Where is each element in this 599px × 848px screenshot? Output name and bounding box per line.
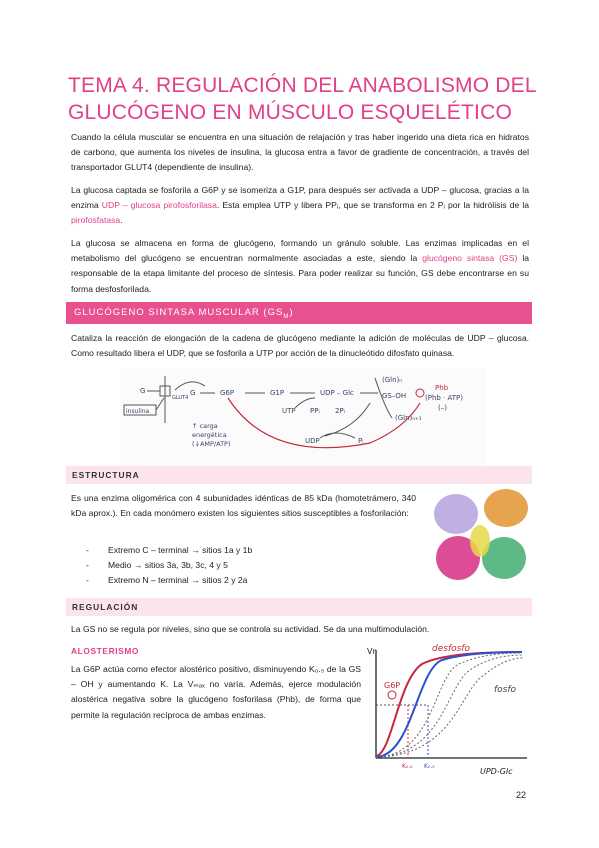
estructura-text: Es una enzima oligomérica con 4 subunidades idénticas de 85 kDa (homotetrámero, 340 kDa aprox.). En cada monómero existen los siguientes sitios susceptibles a fosforilación: <box>71 493 416 519</box>
alosterismo-heading: ALOSTERISMO <box>71 646 140 656</box>
diagram-background <box>120 368 485 468</box>
diagram-carga-2: energética <box>192 431 227 439</box>
diagram-udp-glc: UDP – Glc <box>320 389 354 397</box>
text-run: la responsable de la etapa limitante del proceso de síntesis. Para poder realizar su función, GS debe encontrarse en su forma desfosforilada. <box>71 253 530 294</box>
heading-subscript: M <box>283 313 290 320</box>
page-title: TEMA 4. REGULACIÓN DEL ANABOLISMO DEL GLUCÓGENO EN MÚSCULO ESQUELÉTICO <box>68 74 536 124</box>
curve-desfosfo <box>376 652 522 756</box>
diagram-carga-3: (↓AMP/ATP) <box>192 440 231 448</box>
diagram-gln-n1: (Gln)ₙ₊₁ <box>395 414 422 422</box>
label-k05-red: K₀.₅ <box>402 763 413 770</box>
glycogen-synthesis-diagram <box>120 368 485 468</box>
label-fosfo: fosfo <box>494 685 517 695</box>
intro-paragraph-3 <box>71 236 529 297</box>
diagram-minus: (–) <box>438 404 447 412</box>
phosphorylation-sites-list <box>86 543 252 588</box>
text-run: . Esta emplea UTP y libera PPᵢ, que se transforma en 2 Pᵢ por la hidrólisis de la <box>216 200 530 211</box>
intro-paragraph-2 <box>71 183 529 229</box>
diagram-phb: Phb <box>435 384 449 392</box>
diagram-g1p: G1P <box>270 389 285 397</box>
diagram-gln-n: (Gln)ₙ <box>382 376 403 384</box>
gs-description: Cataliza la reacción de elongación de la cadena de glucógeno mediante la adición de moléculas de UDP – glucosa. Como resultado libera el UDP, que se fosforila a UTP por acción de la dinucleótido difosfato quinasa. <box>71 333 529 359</box>
diagram-g6p: G6P <box>220 389 235 397</box>
diagram-g-out: G <box>140 387 146 395</box>
y-axis-label: Vr <box>367 647 376 656</box>
heading-text: GLUCÓGENO SINTASA MUSCULAR (GS <box>74 307 284 318</box>
diagram-insulina: insulina <box>126 408 150 415</box>
subunit-yellow <box>470 525 490 557</box>
activation-mark <box>388 691 396 699</box>
label-g6p: G6P <box>384 681 401 690</box>
diagram-gs-oh: GS–OH <box>382 392 407 400</box>
subunit-orange <box>484 489 528 527</box>
diagram-glut4: GLUT4 <box>172 395 189 401</box>
diagram-2pi: 2Pᵢ <box>335 407 345 415</box>
diagram-udp: UDP <box>305 437 320 445</box>
protein-structure-image <box>428 486 534 586</box>
page-number: 22 <box>516 790 527 800</box>
label-k05-blue: K₀.₅ <box>424 763 435 770</box>
regulacion-text: La GS no se regula por niveles, sino que se controla su actividad. Se da una multimodulación. <box>71 624 430 634</box>
kinetics-graph <box>362 640 534 778</box>
diagram-utp: UTP <box>282 407 296 415</box>
heading-text-end: ) <box>289 307 294 318</box>
diagram-carga-1: ↑ carga <box>192 422 218 430</box>
list-item: - Medio → sitios 3a, 3b, 3c, 4 y 5 <box>86 558 252 573</box>
section-heading-estructura: ESTRUCTURA <box>66 466 532 484</box>
intro-paragraph-1: Cuando la célula muscular se encuentra en una situación de relajación y tras haber ingerido una dieta rica en hidratos de carbono, que aumenta los niveles de insulina, la glucosa entra a favor de gradiente de concentración, a través del transportador GLUT4 (dependiente de insulina). <box>71 132 529 173</box>
text-run: . <box>120 215 123 226</box>
label-desfosfo: desfosfo <box>432 644 470 654</box>
alosterismo-text: La G6P actúa como efector alostérico positivo, disminuyendo K₀.₅ de la GS – OH y aumentando K. La Vₘₐₓ no varía. Además, ejerce modulación alostérica negativa sobre la glucógeno fosforilasa (Phb), de forma que permite la regulación recíproca de ambas enzimas. <box>71 664 361 720</box>
list-item: - Extremo C – terminal → sitios 1a y 1b <box>86 543 252 558</box>
enzyme-highlight: UDP – glucosa pirofosforilasa <box>101 200 217 211</box>
diagram-g-in: G <box>190 389 196 397</box>
section-heading-regulacion: REGULACIÓN <box>66 598 532 616</box>
list-item: - Extremo N – terminal → sitios 2 y 2a <box>86 573 252 588</box>
diagram-ppi: PPᵢ <box>310 407 320 415</box>
x-axis-label: UPD-Glc <box>480 767 513 776</box>
enzyme-highlight: glucógeno sintasa (GS) <box>422 253 518 264</box>
enzyme-highlight: pirofosfatasa <box>71 215 121 226</box>
diagram-phb-atp: (Phb · ATP) <box>425 394 463 402</box>
section-heading-gs <box>66 302 532 324</box>
diagram-pi: Pᵢ <box>358 437 364 445</box>
text-run: La glucosa captada se fosforila a G6P y se isomeriza a G1P, para después ser activada a UDP – glucosa, gracias a la enzima <box>71 185 529 211</box>
subunit-purple <box>434 494 478 534</box>
text-run: La glucosa se almacena en forma de glucógeno, formando un gránulo soluble. Las enzimas implicadas en el metabolismo del glucógeno se encuentran normalmente asociadas a este, siendo la <box>71 238 529 264</box>
